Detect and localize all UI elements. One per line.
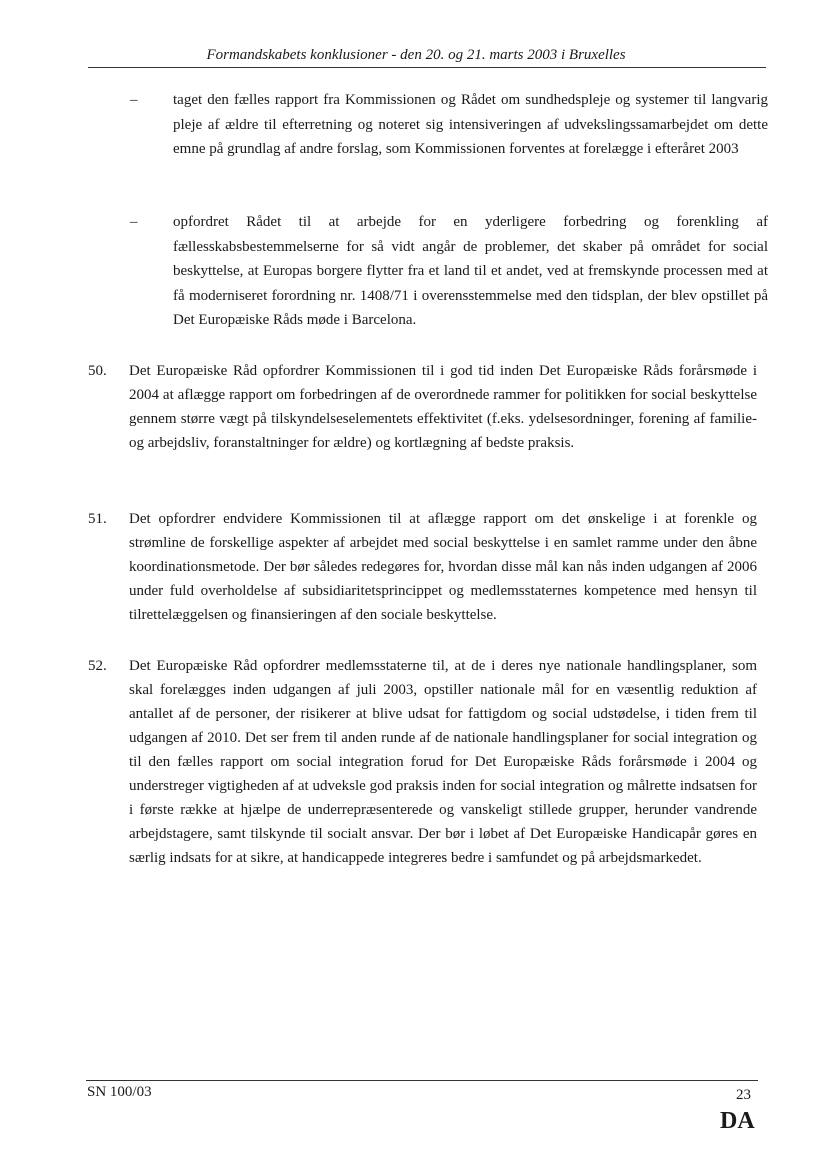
paragraph-number: 50. xyxy=(88,363,107,379)
paragraph-text: Det opfordrer endvidere Kommissionen til at aflægge rapport om det ønskelige i at forenkle og strømline de forskellige aspekter af arbejdet med social beskyttelse i en samlet ramme under den åbne koordinationsmetode. Der bør således redegøres for, hvordan disse mål kan nås inden udgangen af 2006 under fuld overholdelse af subsidiaritetsprincippet og medlemsstaternes kompetence med hensyn til tilrettelæggelsen og finansieringen af den sociale beskyttelse. xyxy=(129,511,757,623)
bullet-text: taget den fælles rapport fra Kommissionen og Rådet om sundhedspleje og systemer til langvarig pleje af ældre til efterretning og noteret sig intensiveringen af udvekslingssamarbejdet om dette emne på grundlag af andre forslag, som Kommissionen forventes at forelægge i efteråret 2003 xyxy=(173,92,768,157)
footer-divider xyxy=(86,1080,758,1081)
paragraph-text: Det Europæiske Råd opfordrer medlemsstaterne til, at de i deres nye nationale handlingsplaner, som skal forelægges inden udgangen af juli 2003, opstiller nationale mål for en væsentlig reduktion af antallet af de personer, der risikerer at blive udsat for fattigdom og social udstødelse, i tiden frem til udgangen af 2010. Det ser frem til anden runde af de nationale handlingsplaner for social integration og til den fælles rapport om social integration forud for Det Europæiske Råds forårsmøde i 2004 og understreger vigtigheden af at udveksle god praksis inden for social integration og målrette indsatsen for i første række at hjælpe de underrepræsenterede og vanskeligt stillede grupper, herunder vandrende arbejdstagere, samt tilskynde til socialt ansvar. Der bør i løbet af Det Europæiske Handicapår gøres en særlig indsats for at sikre, at handicappede integreres bedre i samfundet og på arbejdsmarkedet. xyxy=(129,658,757,866)
header-divider xyxy=(88,67,766,68)
paragraph-number: 51. xyxy=(88,511,107,527)
bullet-dash: – xyxy=(130,214,138,230)
language-code: DA xyxy=(720,1108,755,1134)
paragraph-text: Det Europæiske Råd opfordrer Kommissionen til i god tid inden Det Europæiske Råds forårsmøde i 2004 at aflægge rapport om forbedringen af de overordnede rammer for politikken for social beskyttelse gennem større vægt på tilskyndelseselementets effektivitet (f.eks. ydelsesordninger, forening af familie- og arbejdsliv, foranstaltninger for ældre) og kortlægning af bedste praksis. xyxy=(129,363,757,451)
document-reference: SN 100/03 xyxy=(87,1084,152,1100)
bullet-text: opfordret Rådet til at arbejde for en yderligere forbedring og forenkling af fællesskabsbestemmelserne for så vidt angår de problemer, det skaber på området for social beskyttelse, at Europas borgere flytter fra et land til et andet, ved at fremskynde processen med at få moderniseret forordning nr. 1408/71 i overensstemmelse med den tidsplan, der blev opstillet på Det Europæiske Råds møde i Barcelona. xyxy=(173,214,768,328)
bullet-dash: – xyxy=(130,92,138,108)
paragraph-number: 52. xyxy=(88,658,107,674)
page-number: 23 xyxy=(736,1087,751,1103)
page-header-title: Formandskabets konklusioner - den 20. og 21. marts 2003 i Bruxelles xyxy=(206,47,626,63)
